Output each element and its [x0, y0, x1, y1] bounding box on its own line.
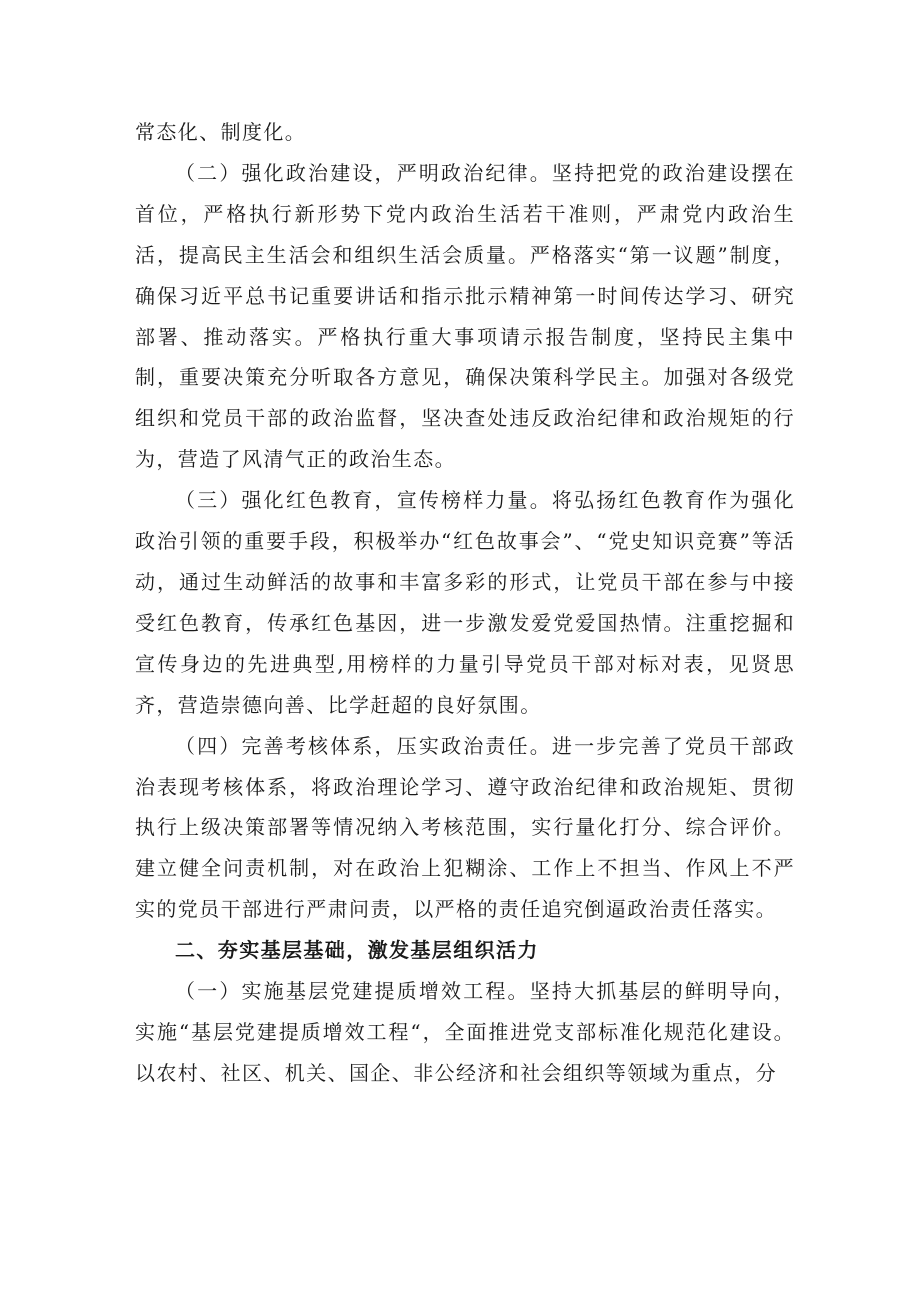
paragraph-political-construction: （二）强化政治建设，严明政治纪律。坚持把党的政治建设摆在首位，严格执行新形势下党内政治生活若干准则，严肃党内政治生活，提高民主生活会和组织生活会质量。严格落实“第一议题”制度，确保习近平总书记重要讲话和指示批示精神第一时间传达学习、研究部署、推动落实。严格执行重大事项请示报告制度，坚持民主集中制，重要决策充分听取各方意见，确保决策科学民主。加强对各级党组织和党员干部的政治监督，坚决查处违反政治纪律和政治规矩的行为，营造了风清气正的政治生态。 — [135, 160, 795, 472]
paragraph-assessment-system: （四）完善考核体系，压实政治责任。进一步完善了党员干部政治表现考核体系，将政治理论学习、遵守政治纪律和政治规矩、贯彻执行上级决策部署等情况纳入考核范围，实行量化打分、综合评价。建立健全问责机制，对在政治上犯糊涂、工作上不担当、作风上不严实的党员干部进行严肃问责，以严格的责任追究倒逼政治责任落实。 — [135, 733, 795, 922]
section-heading: 二、夯实基层基础，激发基层组织活力 — [175, 938, 539, 963]
paragraph-grassroots-project: （一）实施基层党建提质增效工程。坚持大抓基层的鲜明导向，实施“基层党建提质增效工程“，全面推进党支部标准化规范化建设。以农村、社区、机关、国企、非公经济和社会组织等领域为重点，分 — [135, 979, 795, 1085]
paragraph-continuation: 常态化、制度化。 — [135, 120, 307, 144]
document-body — [135, 112, 795, 1094]
paragraph-red-education: （三）强化红色教育，宣传榜样力量。将弘扬红色教育作为强化政治引领的重要手段，积极举办“红色故事会”、“党史知识竞赛”等活动，通过生动鲜活的故事和丰富多彩的形式，让党员干部在参与中接受红色教育，传承红色基因，进一步激发爱党爱国热情。注重挖掘和宣传身边的先进典型,用榜样的力量引导党员干部对标对表，见贤思齐，营造崇德向善、比学赶超的良好氛围。 — [135, 488, 795, 717]
